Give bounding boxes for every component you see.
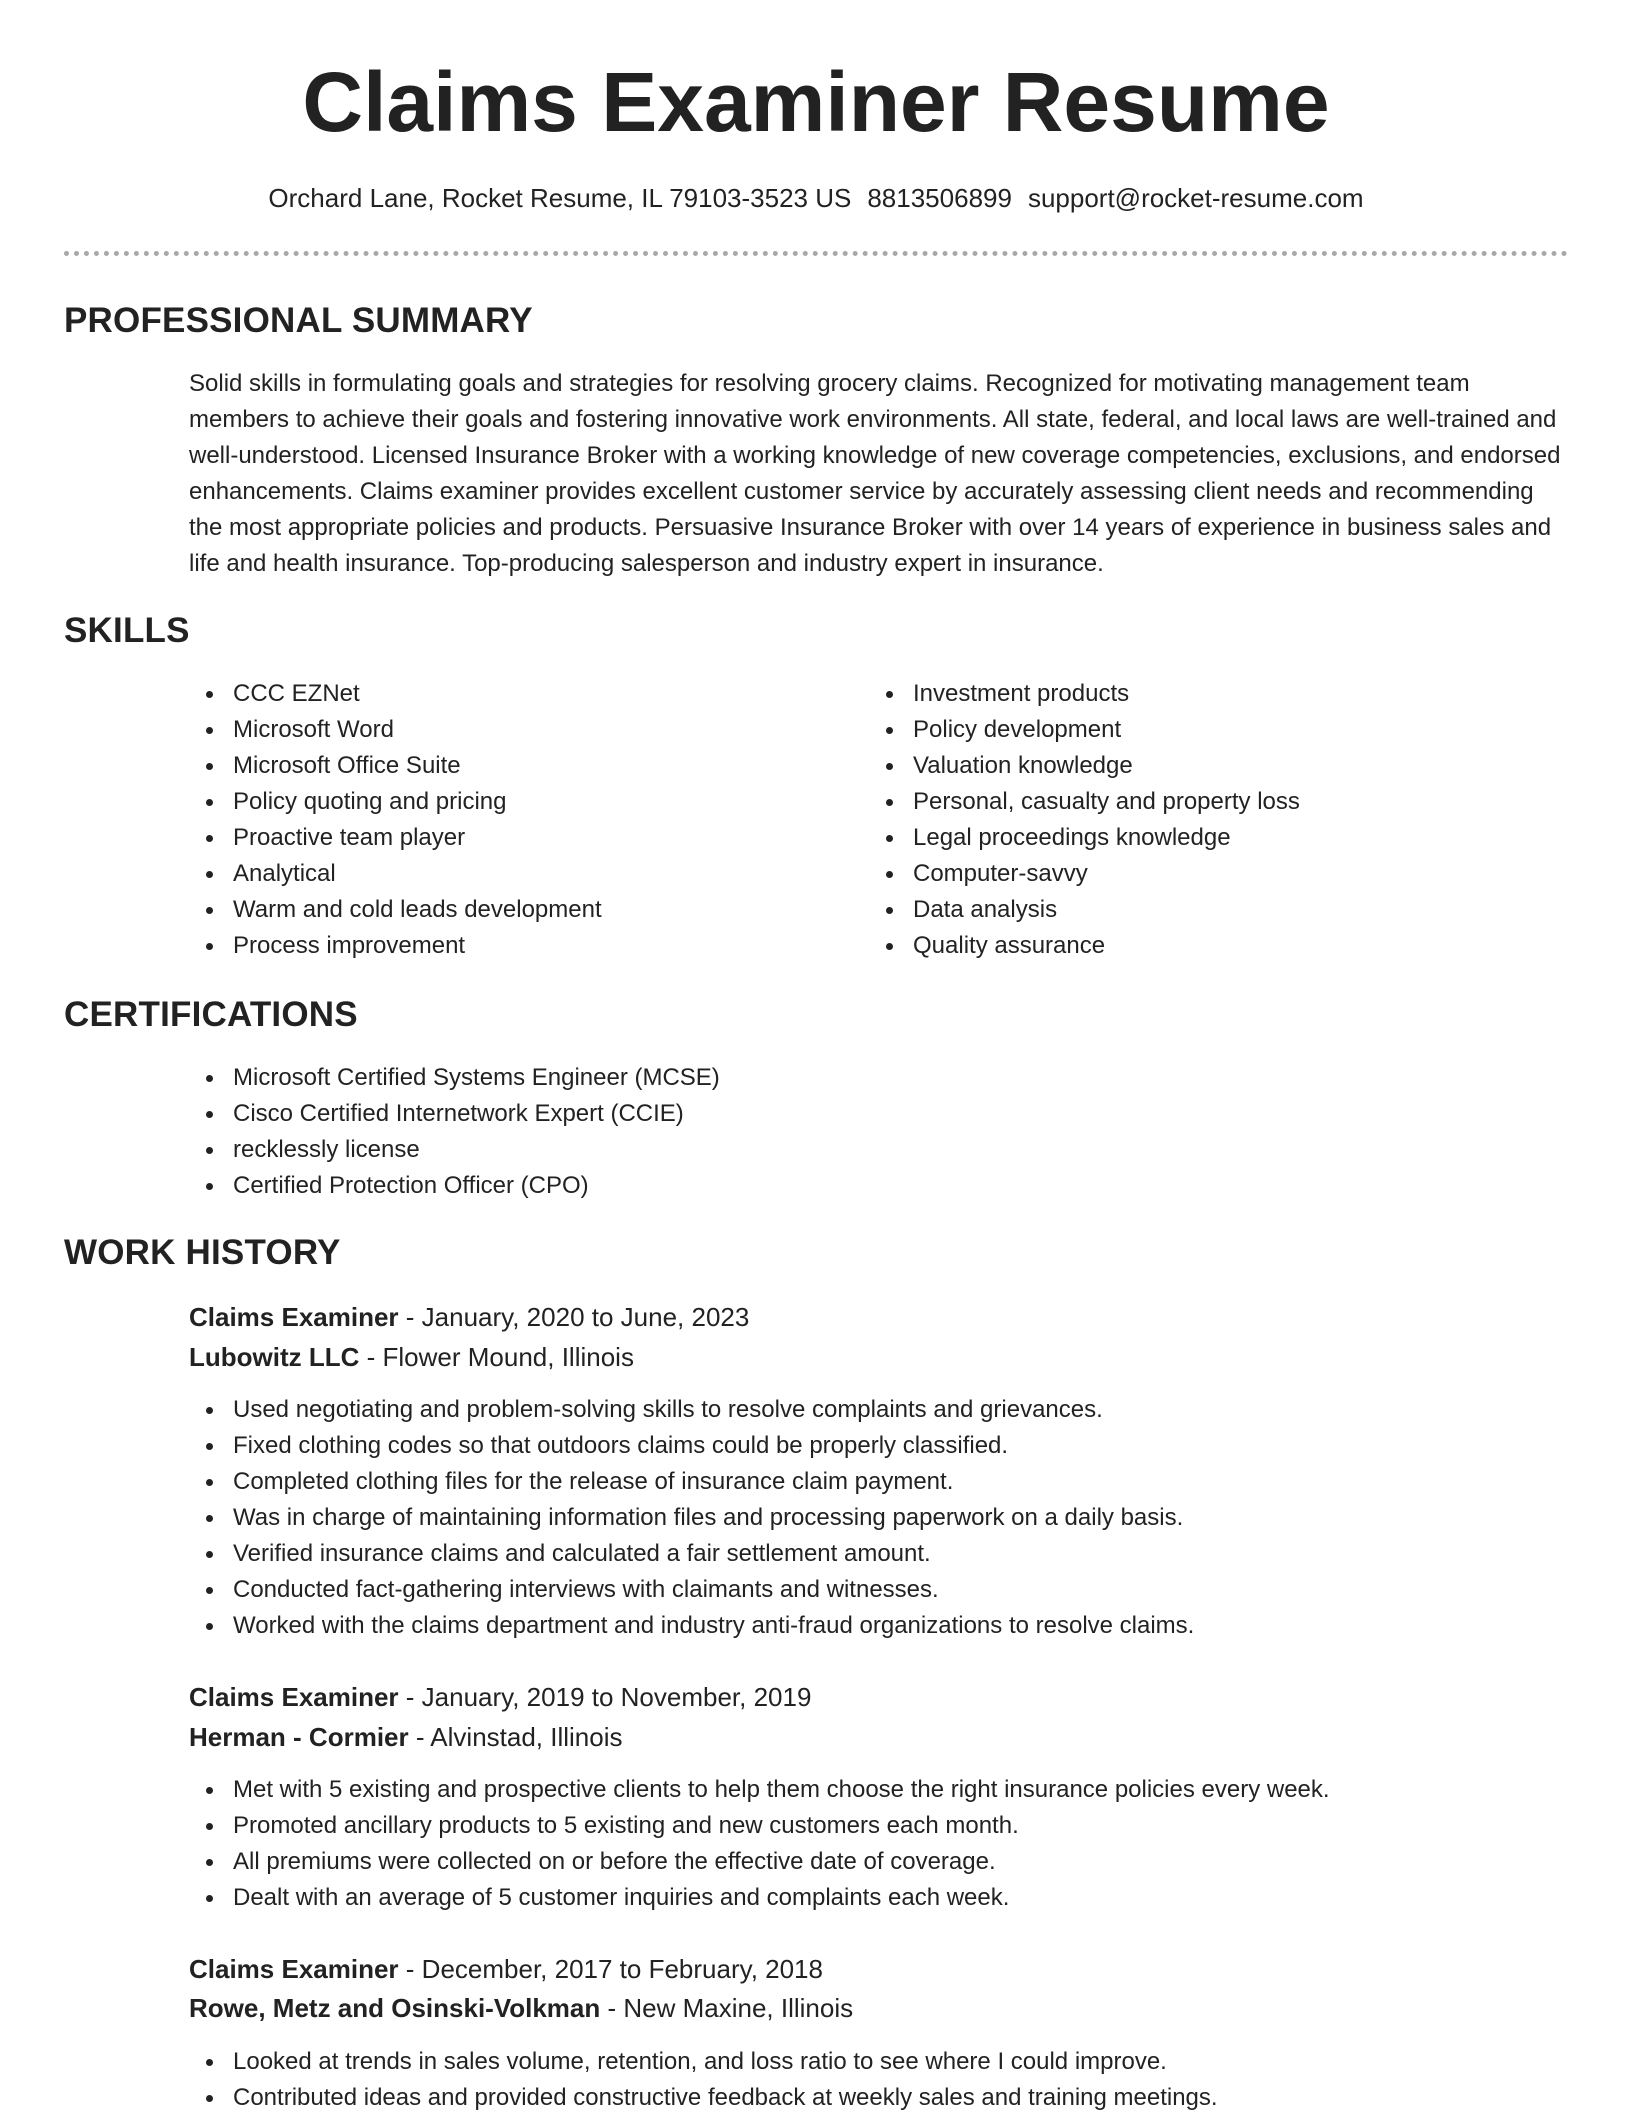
list-item: Contributed ideas and provided constructive feedback at weekly sales and training meetings. — [189, 2080, 1218, 2116]
list-item: Verified insurance claims and calculated a fair settlement amount. — [189, 1536, 1194, 1572]
list-item: Computer-savvy — [869, 856, 1300, 892]
contact-address: Orchard Lane, Rocket Resume, IL 79103-3523 US — [268, 183, 852, 213]
job-company-line — [189, 1337, 634, 1377]
job-dates: - January, 2019 to November, 2019 — [398, 1682, 812, 1712]
list-item: Personal, casualty and property loss — [869, 784, 1300, 820]
contact-email: support@rocket-resume.com — [1027, 183, 1364, 213]
job-company: Herman - Cormier — [189, 1722, 409, 1752]
list-item: Policy quoting and pricing — [189, 784, 602, 820]
job-title: Claims Examiner — [189, 1302, 399, 1332]
list-item: Dealt with an average of 5 customer inquiries and complaints each week. — [189, 1880, 1330, 1916]
section-title-summary: PROFESSIONAL SUMMARY — [64, 301, 533, 340]
skills-list-left — [189, 676, 602, 964]
contact-line — [0, 180, 1632, 216]
list-item: Data analysis — [869, 892, 1300, 928]
job-bullets — [189, 1772, 1330, 1916]
list-item: Cisco Certified Internetwork Expert (CCIE) — [189, 1096, 720, 1132]
list-item: Met with 5 existing and prospective clients to help them choose the right insurance policies every week. — [189, 1772, 1330, 1808]
list-item: Microsoft Office Suite — [189, 748, 602, 784]
job-company: Rowe, Metz and Osinski-Volkman — [189, 1993, 601, 2023]
job-location: - New Maxine, Illinois — [600, 1993, 854, 2023]
list-item: Microsoft Certified Systems Engineer (MCSE) — [189, 1060, 720, 1096]
list-item: Certified Protection Officer (CPO) — [189, 1168, 720, 1204]
job-company: Lubowitz LLC — [189, 1342, 360, 1372]
job-title: Claims Examiner — [189, 1954, 399, 1984]
job-dates: - December, 2017 to February, 2018 — [398, 1954, 823, 1984]
list-item: Used negotiating and problem-solving skills to resolve complaints and grievances. — [189, 1392, 1194, 1428]
job-bullets — [189, 2044, 1218, 2116]
job-title-line — [189, 1297, 749, 1337]
job-title-line — [189, 1677, 811, 1717]
list-item: Promoted ancillary products to 5 existing and new customers each month. — [189, 1808, 1330, 1844]
job-company-line — [189, 1717, 623, 1757]
job-bullets — [189, 1392, 1194, 1644]
job-location: - Flower Mound, Illinois — [359, 1342, 634, 1372]
job-title-line — [189, 1949, 823, 1989]
certifications-list — [189, 1060, 720, 1204]
list-item: recklessly license — [189, 1132, 720, 1168]
list-item: Process improvement — [189, 928, 602, 964]
list-item: Proactive team player — [189, 820, 602, 856]
list-item: Microsoft Word — [189, 712, 602, 748]
list-item: Looked at trends in sales volume, retention, and loss ratio to see where I could improve. — [189, 2044, 1218, 2080]
skills-list-right — [869, 676, 1300, 964]
list-item: Completed clothing files for the release of insurance claim payment. — [189, 1464, 1194, 1500]
list-item: Warm and cold leads development — [189, 892, 602, 928]
section-title-work-history: WORK HISTORY — [64, 1233, 341, 1272]
job-company-line — [189, 1988, 853, 2028]
list-item: Investment products — [869, 676, 1300, 712]
list-item: Policy development — [869, 712, 1300, 748]
section-title-certifications: CERTIFICATIONS — [64, 995, 358, 1034]
list-item: Conducted fact-gathering interviews with claimants and witnesses. — [189, 1572, 1194, 1608]
list-item: CCC EZNet — [189, 676, 602, 712]
list-item: All premiums were collected on or before the effective date of coverage. — [189, 1844, 1330, 1880]
list-item: Quality assurance — [869, 928, 1300, 964]
job-location: - Alvinstad, Illinois — [408, 1722, 623, 1752]
section-title-skills: SKILLS — [64, 611, 190, 650]
header-divider — [64, 251, 1568, 256]
contact-phone: 8813506899 — [867, 183, 1012, 213]
list-item: Was in charge of maintaining information files and processing paperwork on a daily basis. — [189, 1500, 1194, 1536]
list-item: Valuation knowledge — [869, 748, 1300, 784]
list-item: Fixed clothing codes so that outdoors claims could be properly classified. — [189, 1428, 1194, 1464]
list-item: Analytical — [189, 856, 602, 892]
list-item: Worked with the claims department and industry anti-fraud organizations to resolve claims. — [189, 1608, 1194, 1644]
job-title: Claims Examiner — [189, 1682, 399, 1712]
summary-text: Solid skills in formulating goals and strategies for resolving grocery claims. Recognized for motivating management team members to achieve their goals and fostering innovative work environments. All state, federal, and local laws are well-trained and well-understood. Licensed Insurance Broker with a working knowledge of new coverage competencies, exclusions, and endorsed enhancements. Claims examiner provides excellent customer service by accurately assessing client needs and recommending the most appropriate policies and products. Persuasive Insurance Broker with over 14 years of experience in business sales and life and health insurance. Top-producing salesperson and industry expert in insurance. — [189, 370, 1561, 577]
list-item: Legal proceedings knowledge — [869, 820, 1300, 856]
resume-title: Claims Examiner Resume — [302, 55, 1330, 149]
job-dates: - January, 2020 to June, 2023 — [398, 1302, 750, 1332]
